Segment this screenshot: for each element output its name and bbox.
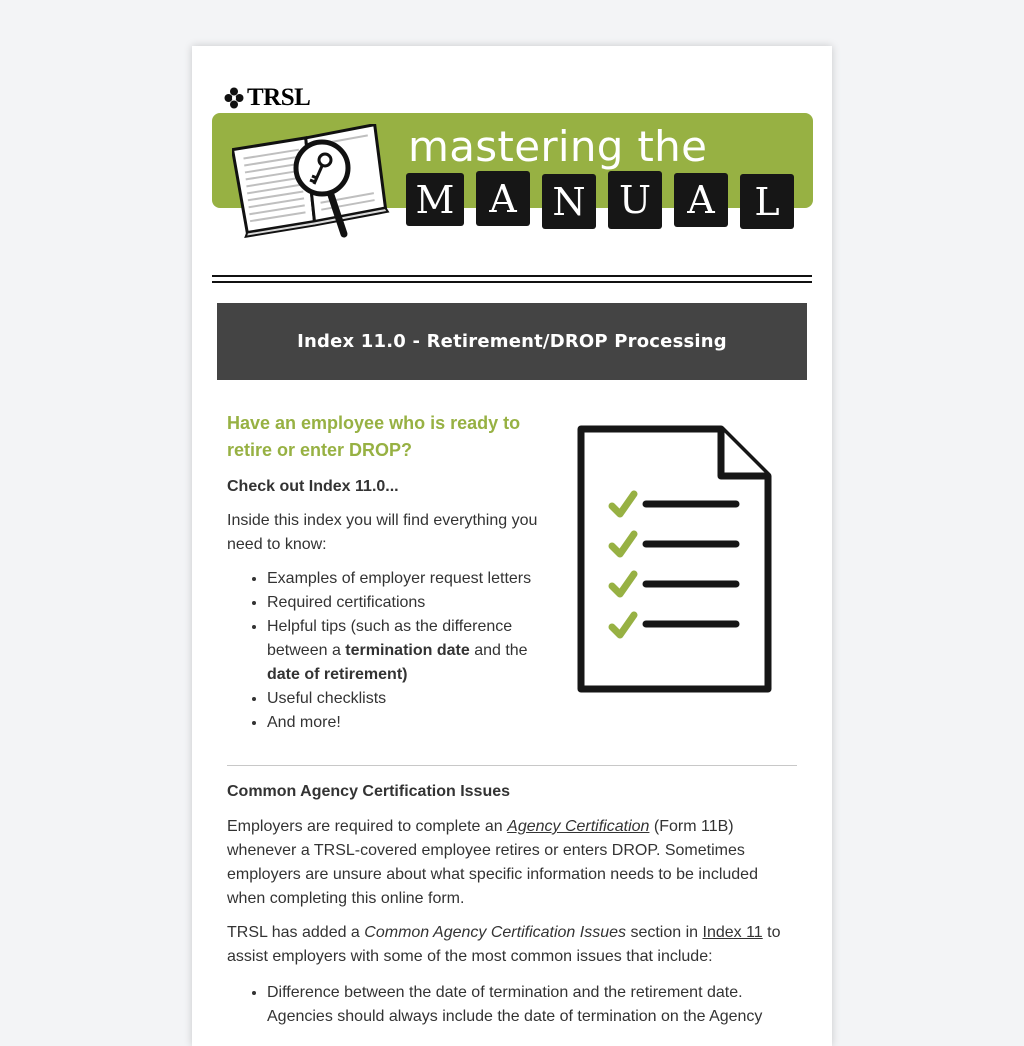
banner-title: mastering the (408, 122, 708, 171)
issues-section (227, 782, 797, 1029)
list-item: • Difference between the date of termination and the retirement date. Agencies should always include the date of termination on the Agency (267, 981, 797, 1029)
checklist-document-icon (576, 424, 776, 694)
issues-paragraph-1 (227, 815, 797, 911)
letter-tile: A (476, 171, 530, 226)
section-title: Index 11.0 - Retirement/DROP Processing (297, 331, 727, 352)
logo-text: TRSL (247, 84, 311, 111)
list-item (267, 615, 557, 687)
issues-paragraph-2 (227, 921, 797, 969)
intro-lead: Inside this index you will find everything you need to know: (227, 512, 538, 553)
index-11-link[interactable]: Index 11 (702, 924, 763, 941)
issues-bullet-list (227, 981, 797, 1029)
paragraph-text: (Form 11B) whenever a TRSL-covered employee retires or enters DROP. Sometimes employers are unsure about what specific information needs to be included when completing this online form. (227, 818, 758, 907)
letter-tile: A (674, 173, 728, 227)
emphasized-text: Common Agency Certification Issues (364, 924, 627, 941)
intro-subhead: Check out Index 11.0... (227, 478, 399, 495)
list-item-text: and the (469, 642, 528, 659)
letter-tile: L (740, 174, 794, 229)
list-item: • And more! (267, 711, 557, 735)
section-divider (227, 765, 797, 766)
paragraph-text: Employers are required to complete an (227, 818, 508, 835)
issues-subhead: Common Agency Certification Issues (227, 783, 511, 800)
section-header-bar (217, 303, 807, 380)
paragraph-text: TRSL has added a (227, 924, 365, 941)
paragraph-text: section in (626, 924, 703, 941)
intro-bullet-list (227, 567, 557, 735)
list-item: • Required certifications (267, 591, 557, 615)
intro-column (227, 410, 557, 735)
manual-letter-tiles (406, 171, 794, 229)
letter-tile: N (542, 174, 596, 229)
letter-tile: U (608, 171, 662, 229)
trsl-logo-icon (224, 87, 244, 109)
agency-certification-link[interactable] (507, 818, 649, 835)
list-item-text: Helpful tips (such as the difference between a (267, 618, 513, 659)
double-divider (212, 275, 812, 283)
list-item: • Useful checklists (267, 687, 557, 711)
letter-tile: M (406, 173, 464, 226)
book-magnifier-icon (232, 124, 392, 239)
trsl-logo (224, 84, 310, 112)
newsletter-card (192, 46, 832, 1046)
term-date-of-retirement: date of retirement) (267, 666, 408, 683)
intro-headline: Have an employee who is ready to retire or enter DROP? (227, 413, 521, 460)
link-text: Agency Certification (507, 818, 650, 835)
term-termination-date: termination date (345, 642, 470, 659)
list-item: • Examples of employer request letters (267, 567, 557, 591)
paragraph-text: to assist employers with some of the most common issues that include: (227, 924, 781, 965)
